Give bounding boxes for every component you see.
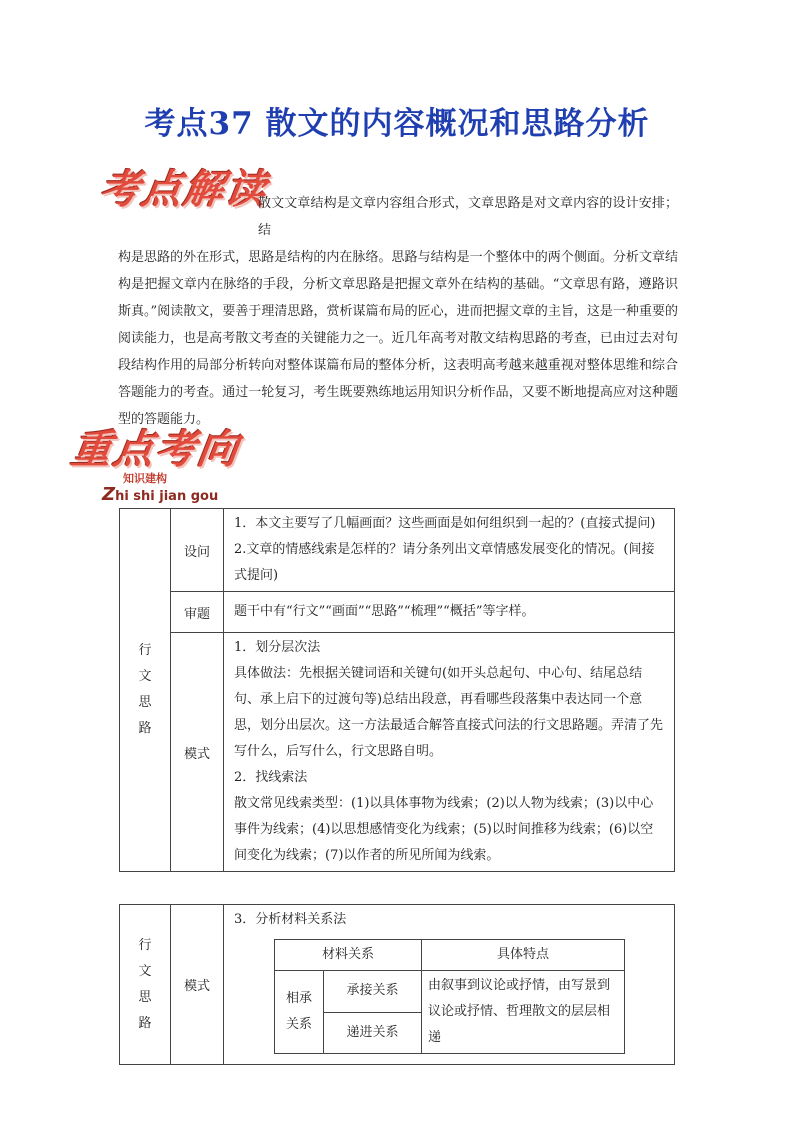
category-cell: 行 文 思 路	[120, 905, 171, 1065]
feature-text: 由叙事到议论或抒情，由写景到议论或抒情、哲理散文的层层相递	[422, 971, 625, 1054]
knowledge-pinyin: Zhi shi jian gou	[102, 484, 219, 505]
page-title: 考点37 散文的内容概况和思路分析	[144, 106, 650, 142]
header-relation: 材料关系	[275, 940, 422, 971]
banner-focus: 重点考向	[68, 426, 243, 473]
knowledge-table	[119, 508, 675, 872]
sub-relation-1: 承接关系	[324, 971, 422, 1013]
ask-content: 1．本文主要写了几幅画面？这些画面是如何组织到一起的？(直接式提问) 2.文章的情感线索是怎样的？请分条列出文章情感发展变化的情况。(间接式提问)	[224, 509, 675, 592]
intro-paragraph	[118, 190, 678, 433]
mode-label: 模式	[171, 905, 224, 1065]
intro-rest: 构是思路的外在形式，思路是结构的内在脉络。思路与结构是一个整体中的两个侧面。分析文章结构是把握文章内在脉络的手段，分析文章思路是把握文章外在结构的基础。“文章思有路，遵路识斯真。”阅读散文，要善于理清思路，赏析谋篇布局的匠心，进而把握文章的主旨，这是一种重要的阅读能力，也是高考散文考查的关键能力之一。近几年高考对散文结构思路的考查，已由过去对句段结构作用的局部分析转向对整体谋篇布局的整体分析，这表明高考越来越重视对整体思维和综合答题能力的考查。通过一轮复习，考生既要熟练地运用知识分析作品，又要不断地提高应对这种题型的答题能力。	[118, 250, 678, 427]
knowledge-title: 知识建构	[123, 472, 167, 485]
review-content: 题干中有“行文”“画面”“思路”“梳理”“概括”等字样。	[224, 592, 675, 633]
sub-relation-2: 递进关系	[324, 1012, 422, 1054]
mode-content: 3．分析材料关系法 材料关系 具体特点 相承关系 承接关系 由叙事到议论或抒情，由写景到议论或抒情、哲理散文的层层相递 递进关系	[224, 905, 675, 1065]
mode-label: 模式	[171, 633, 224, 872]
category-cell: 行 文 思 路	[120, 509, 171, 872]
material-relation-table	[274, 939, 625, 1054]
banner-interpret: 考点解读	[96, 166, 271, 213]
review-label: 审题	[171, 592, 224, 633]
mode-content: 1．划分层次法 具体做法：先根据关键词语和关键句(如开头总起句、中心句、结尾总结句、承上启下的过渡句等)总结出段意，再看哪些段落集中表达同一个意思，划分出层次。这一方法最适合解答直接式问法的行文思路题。弄清了先写什么，后写什么，行文思路自明。 2．找线索法 散文常见线索类型：(1)以具体事物为线索；(2)以人物为线索；(3)以中心事件为线索；(4)以思想感情变化为线索；(5)以时间推移为线索；(6)以空间变化为线索；(7)以作者的所见所闻为线索。	[224, 633, 675, 872]
header-feature: 具体特点	[422, 940, 625, 971]
intro-first-line: 散文文章结构是文章内容组合形式，文章思路是对文章内容的设计安排；结	[258, 196, 678, 238]
group-relation: 相承关系	[275, 971, 324, 1054]
ask-label: 设问	[171, 509, 224, 592]
knowledge-table-continued	[119, 904, 675, 1065]
